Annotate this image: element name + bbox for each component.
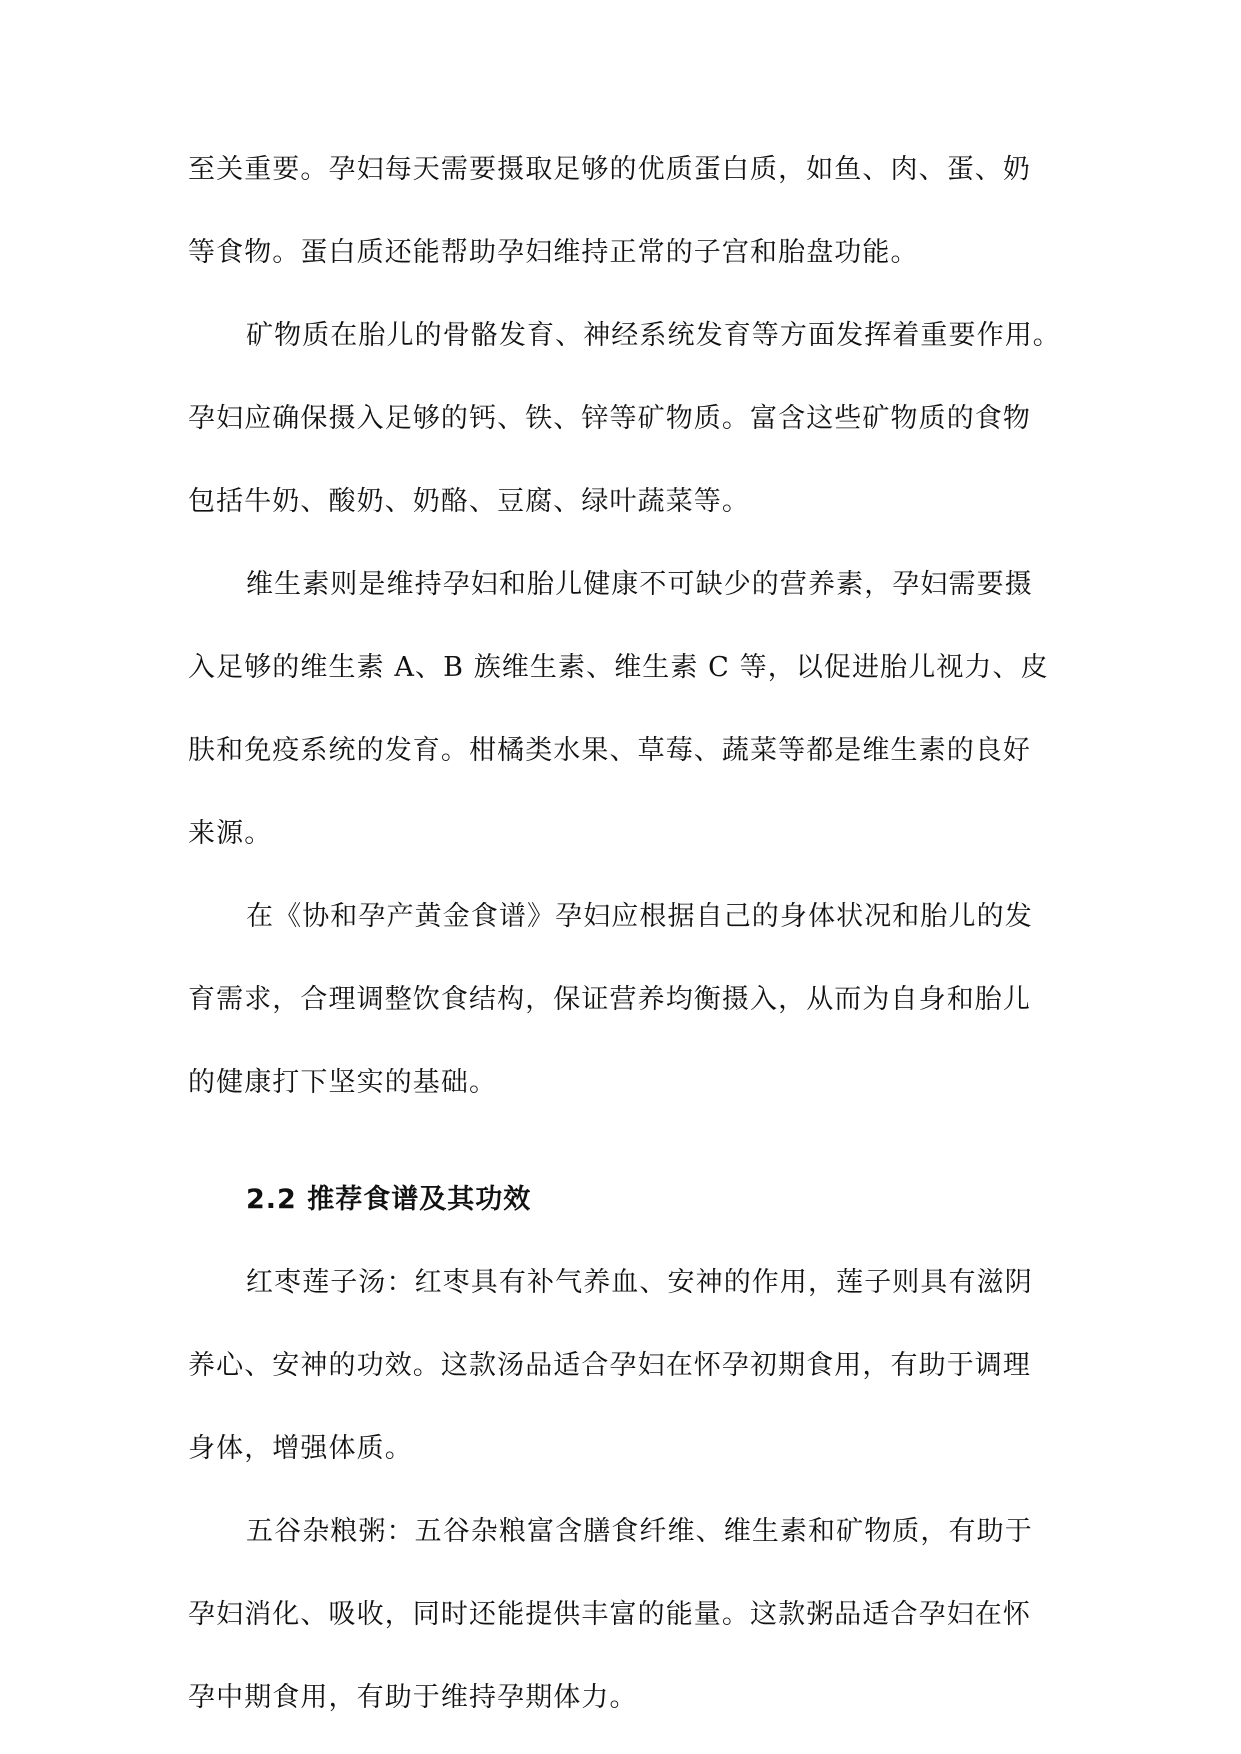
- recipe-grain-porridge-line-1: 五谷杂粮粥：五谷杂粮富含膳食纤维、维生素和矿物质，有助于: [246, 1516, 1033, 1547]
- paragraph-vitamins-line-1: 维生素则是维持孕妇和胎儿健康不可缺少的营养素，孕妇需要摄: [246, 569, 1033, 600]
- paragraph-conclusion-line-1: 在《协和孕产黄金食谱》孕妇应根据自己的身体状况和胎儿的发: [246, 901, 1033, 932]
- paragraph-protein-line-1: 至关重要。孕妇每天需要摄取足够的优质蛋白质，如鱼、肉、蛋、奶: [188, 154, 1031, 185]
- paragraph-vitamins-line-2: 入足够的维生素 A、B 族维生素、维生素 C 等，以促进胎儿视力、皮: [188, 652, 1049, 683]
- recipe-jujube-soup-line-2: 养心、安神的功效。这款汤品适合孕妇在怀孕初期食用，有助于调理: [188, 1350, 1031, 1381]
- recipe-jujube-soup-line-3: 身体，增强体质。: [188, 1433, 413, 1464]
- section-heading: 2.2 推荐食谱及其功效: [246, 1184, 532, 1215]
- paragraph-vitamins-line-4: 来源。: [188, 818, 273, 849]
- paragraph-protein-line-2: 等食物。蛋白质还能帮助孕妇维持正常的子宫和胎盘功能。: [188, 237, 919, 268]
- paragraph-conclusion-line-3: 的健康打下坚实的基础。: [188, 1067, 498, 1098]
- recipe-grain-porridge-line-3: 孕中期食用，有助于维持孕期体力。: [188, 1682, 638, 1713]
- paragraph-minerals-line-1: 矿物质在胎儿的骨骼发育、神经系统发育等方面发挥着重要作用。: [246, 320, 1061, 351]
- recipe-grain-porridge-line-2: 孕妇消化、吸收，同时还能提供丰富的能量。这款粥品适合孕妇在怀: [188, 1599, 1031, 1630]
- recipe-jujube-soup-line-1: 红枣莲子汤：红枣具有补气养血、安神的作用，莲子则具有滋阴: [246, 1267, 1033, 1298]
- paragraph-minerals-line-3: 包括牛奶、酸奶、奶酪、豆腐、绿叶蔬菜等。: [188, 486, 750, 517]
- paragraph-conclusion-line-2: 育需求，合理调整饮食结构，保证营养均衡摄入，从而为自身和胎儿: [188, 984, 1031, 1015]
- paragraph-minerals-line-2: 孕妇应确保摄入足够的钙、铁、锌等矿物质。富含这些矿物质的食物: [188, 403, 1031, 434]
- paragraph-vitamins-line-3: 肤和免疫系统的发育。柑橘类水果、草莓、蔬菜等都是维生素的良好: [188, 735, 1031, 766]
